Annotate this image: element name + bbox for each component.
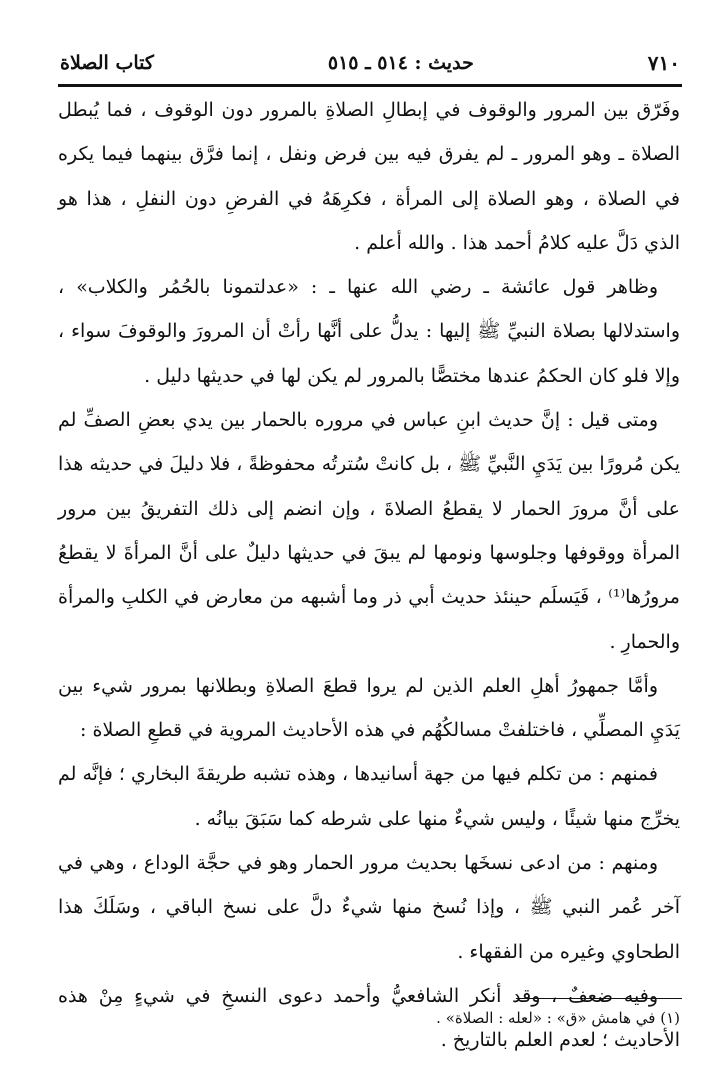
page-header — [60, 46, 680, 80]
paragraph: ومنهم : من ادعى نسخَها بحديث مرور الحمار وهو في حجَّة الوداع ، وهي في آخر عُمر النبي ﷺ ، وإذا نُسخ منها شيءٌ دلَّ على نسخ الباقي ، وسَلَكَ هذا الطحاوي وغيره من الفقهاء . — [58, 852, 680, 963]
header-rule — [58, 84, 682, 87]
footnote: (١) في هامش «ق» : «لعله : الصلاة» . — [436, 1009, 680, 1027]
paragraph: فمنهم : من تكلم فيها من جهة أسانيدها ، وهذه تشبه طريقةَ البخاري ؛ فإنَّه لم يخرِّج منها شيئًا ، وليس شيءٌ منها على شرطه كما سَبَقَ بيانُه . — [58, 763, 680, 830]
page-number: ٧١٠ — [647, 51, 680, 75]
footnote-rule — [516, 998, 682, 999]
book-title: كتاب الصلاة — [60, 52, 154, 74]
page-body — [58, 88, 680, 1063]
hadith-range: حديث : ٥١٤ ـ ٥١٥ — [327, 52, 474, 74]
paragraph: وأمَّا جمهورُ أهلِ العلم الذين لم يروا قطعَ الصلاةِ وبطلانها بمرور شيء بين يَدَيِ المصلِّي ، فاختلفتْ مسالكُهُم في هذه الأحاديث المروية في قطعِ الصلاة : — [58, 674, 680, 742]
paragraph: وظاهر قول عائشة ـ رضي الله عنها ـ : «عدلتمونا بالحُمُر والكلاب» ، واستدلالها بصلاة النبيِّ ﷺ إليها : يدلُّ على أنَّها رأتْ أن المرورَ والوقوفَ سواء ، وإلا فلو كان الحكمُ عندها مختصًّا بالمرور لم يكن لها في حديثها دليل . — [58, 276, 680, 387]
paragraph: وفيه ضعفٌ ، وقد أنكر الشافعيُّ وأحمد دعوى النسخِ في شيءٍ مِنْ هذه الأحاديث ؛ لعدم العلم بالتاريخ . — [58, 984, 680, 1052]
paragraph: ومتى قيل : إنَّ حديث ابنِ عباس في مروره بالحمار بين يدي بعضِ الصفِّ لم يكن مُرورًا بين يَدَيِ النَّبيِّ ﷺ ، بل كانتْ سُترتُه محفوظةً ، فلا دليلَ في حديثه هذا على أنَّ مرورَ الحمار لا يقطعُ الصلاةَ ، وإن انضم إلى ذلك التفريقُ بين مرور المرأة ووقوفها وجلوسها ونومها لم يبقَ في حديثها دليلٌ على أنَّ المرأةَ لا يقطعُ مرورُها⁽¹⁾ ، فَيَسلَم حينئذ حديث أبي ذر وما أشبهه من معارض في الكلبِ والمرأة والحمارِ . — [58, 409, 680, 653]
paragraph: وفَرّق بين المرور والوقوف في إبطالِ الصلاةِ بالمرور دون الوقوف ، فما يُبطل الصلاة ـ وهو المرور ـ لم يفرق فيه بين فرض ونفل ، إنما فرَّق بينهما فيما يكره في الصلاة ، وهو الصلاة إلى المرأة ، فكرِهَهُ في الفرضِ دون النفلِ ، هذا هو الذي دَلَّ عليه كلامُ أحمد هذا . والله أعلم . — [58, 99, 680, 254]
